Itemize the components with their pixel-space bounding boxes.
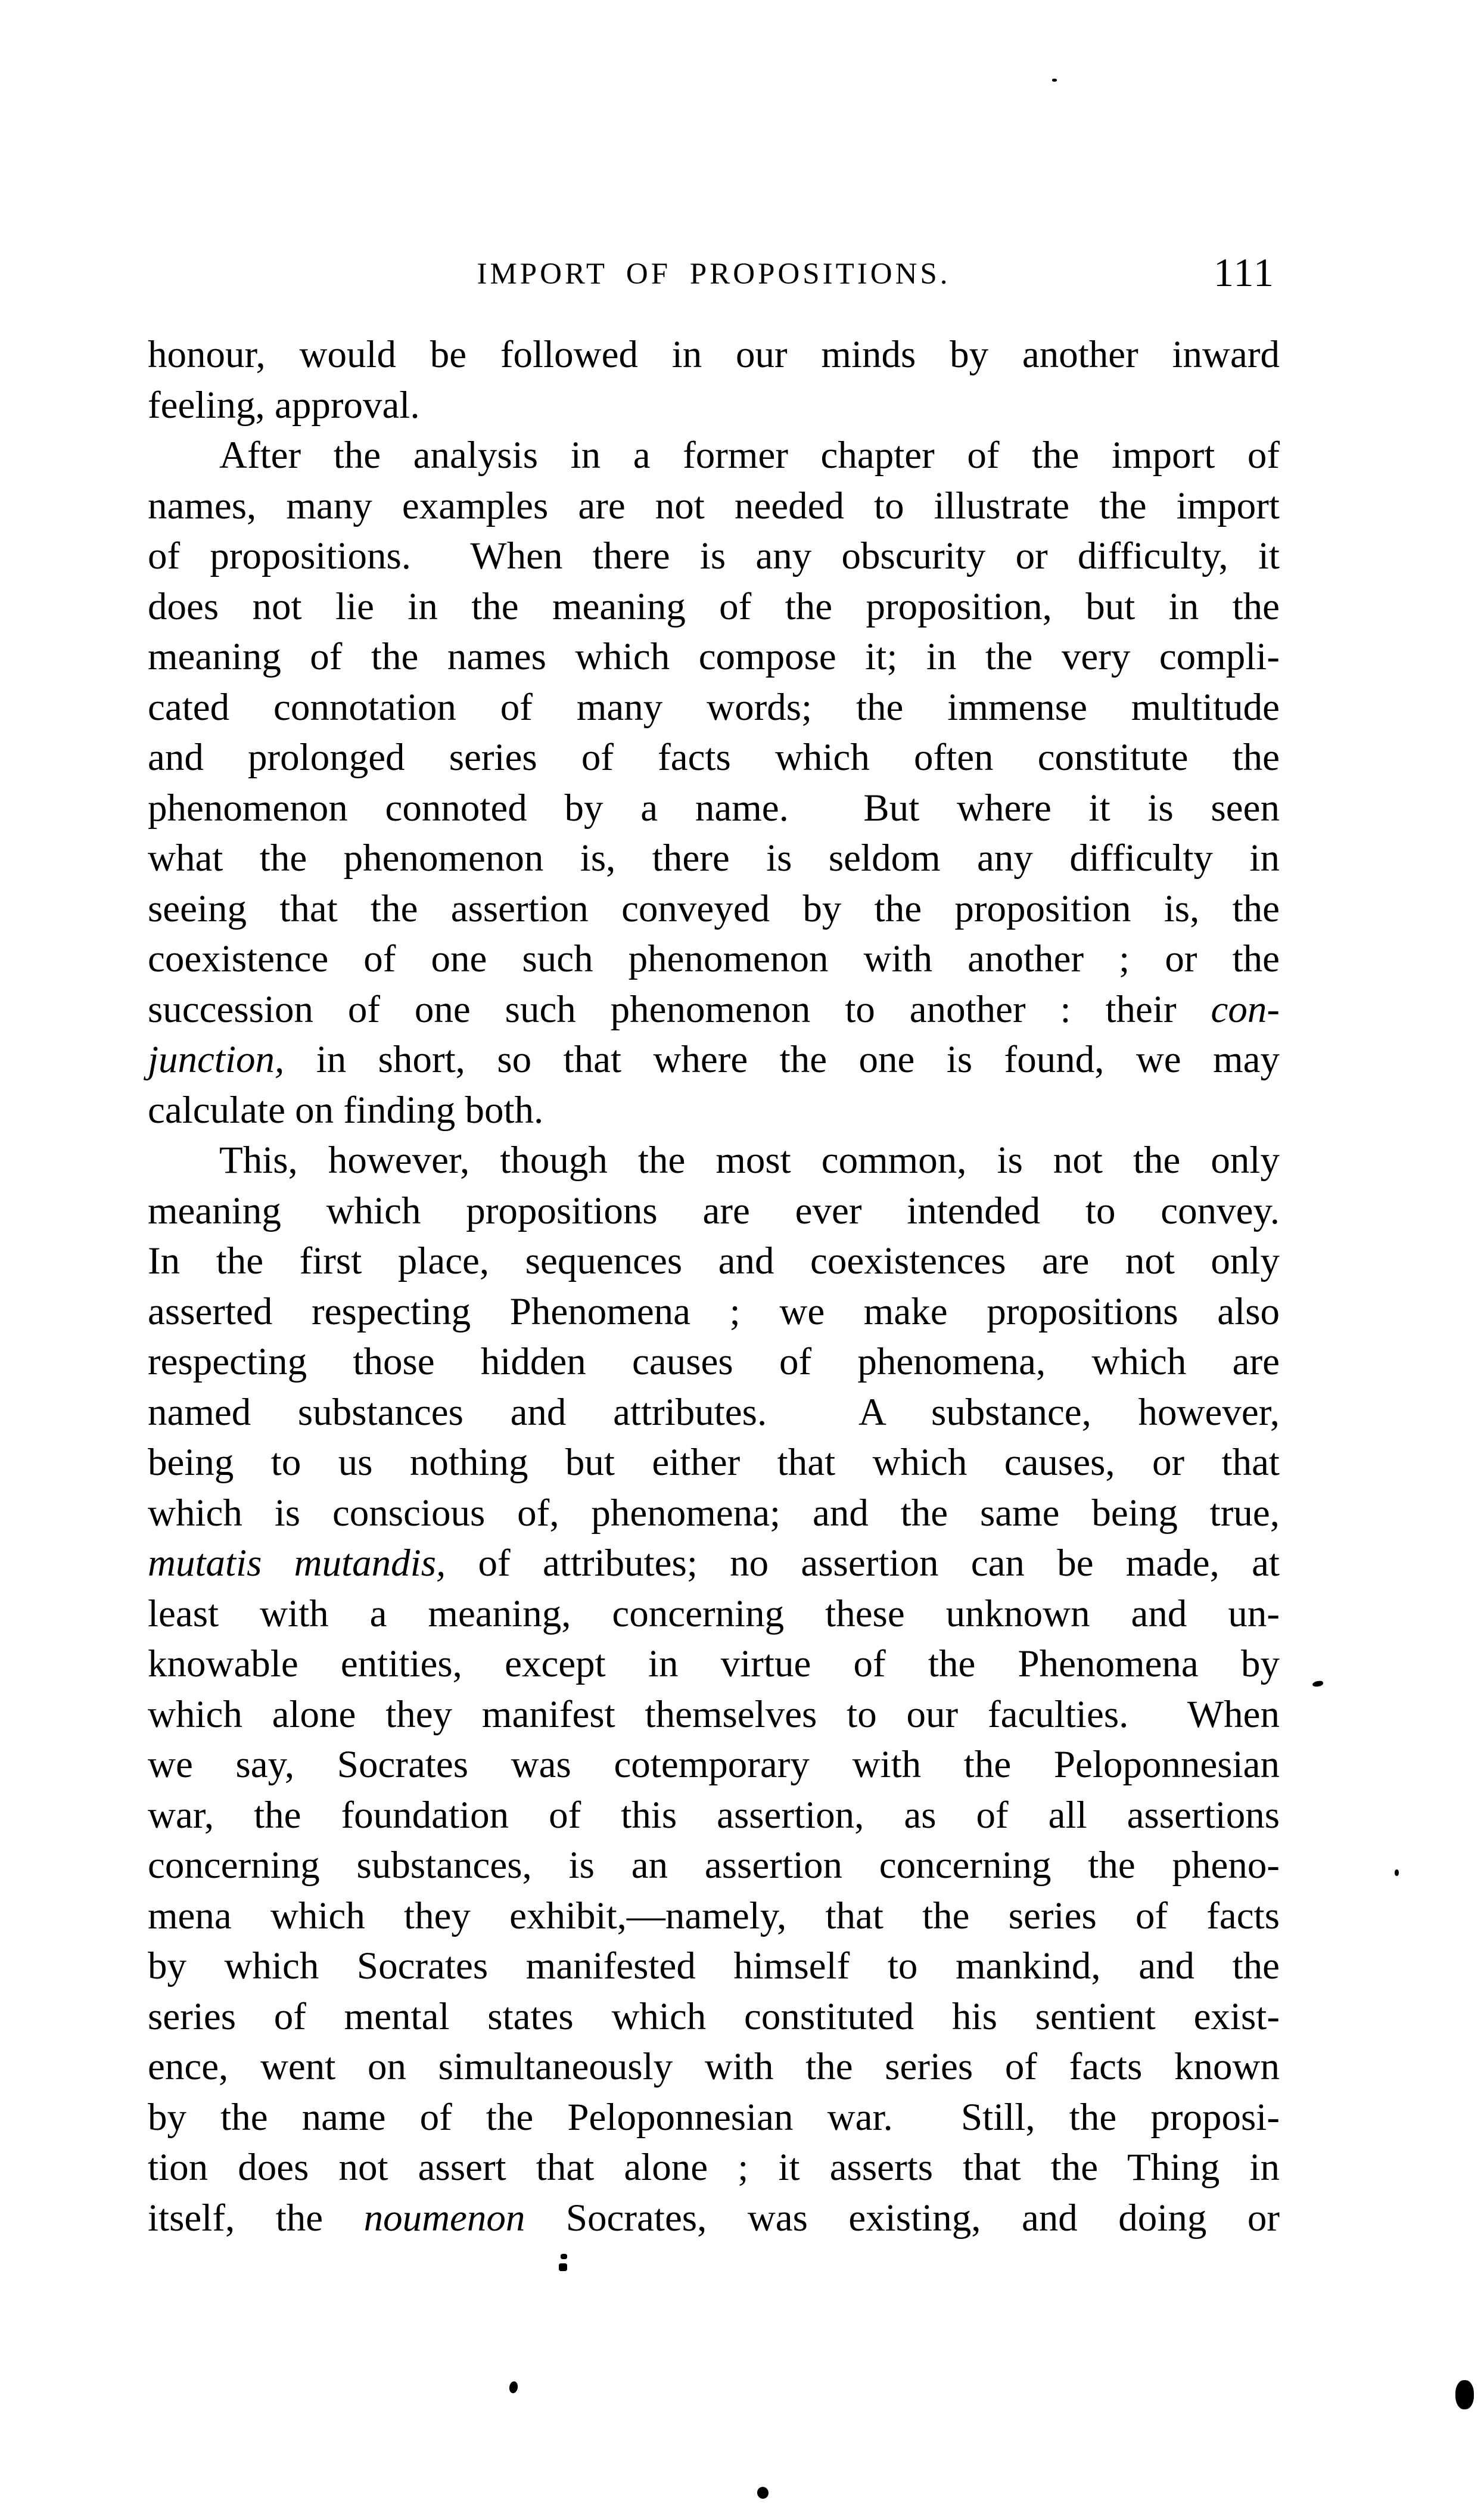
text-segment: which alone they manifest themselves to our faculties. When (148, 1692, 1280, 1736)
text-line-3 (148, 430, 1280, 481)
text-segment: meaning which propositions are ever intended to convey. (148, 1189, 1280, 1232)
ink-mark-dot-bottom-center (756, 2486, 770, 2500)
text-segment: concerning substances, is an assertion concerning the pheno- (148, 1844, 1280, 1887)
text-segment: honour, would be followed in our minds by another inward (148, 333, 1280, 376)
text-line-33 (148, 1941, 1280, 1992)
text-line-6 (148, 582, 1280, 632)
ink-mark-tick-right-margin (1395, 1869, 1399, 1876)
text-segment: of propositions. When there is any obscurity or difficulty, it (148, 535, 1280, 577)
ink-mark-blob-right-edge (1455, 2380, 1474, 2409)
page-number: 111 (1214, 250, 1275, 295)
text-line-38 (148, 2193, 1280, 2244)
italic-segment: noumenon (363, 2196, 525, 2240)
text-line-35 (148, 2042, 1280, 2092)
text-line-26 (148, 1589, 1280, 1639)
text-segment: named substances and attributes. A substance, however, (148, 1390, 1280, 1434)
text-segment: succession of one such phenomenon to another : their (148, 987, 1211, 1031)
text-line-7 (148, 632, 1280, 682)
text-line-27 (148, 1639, 1280, 1689)
text-line-2 (148, 380, 1280, 431)
text-segment: In the first place, sequences and coexistences are not only (148, 1240, 1280, 1282)
text-segment: being to us nothing but either that which causes, or that (148, 1441, 1280, 1484)
text-line-19 (148, 1236, 1280, 1287)
text-line-12 (148, 884, 1280, 934)
text-line-25 (148, 1538, 1280, 1589)
text-segment: knowable entities, except in virtue of the Phenomena by (148, 1642, 1280, 1685)
text-line-4 (148, 481, 1280, 532)
text-line-34 (148, 1992, 1280, 2042)
ink-mark-colon-bottom-dot (559, 2263, 567, 2271)
text-block (148, 330, 1280, 2243)
text-segment: seeing that the assertion conveyed by the proposition is, the (148, 887, 1280, 930)
text-segment: series of mental states which constituted his sentient exist- (148, 1995, 1280, 2038)
text-segment: which is conscious of, phenomena; and the same being true, (148, 1491, 1280, 1535)
text-segment: mena which they exhibit,—namely, that the series of facts (148, 1894, 1280, 1937)
text-segment: feeling, approval. (148, 383, 420, 427)
text-line-8 (148, 682, 1280, 733)
italic-segment: junction, (148, 1038, 285, 1081)
text-line-23 (148, 1437, 1280, 1488)
text-line-24 (148, 1488, 1280, 1539)
text-line-32 (148, 1891, 1280, 1942)
text-segment: phenomenon connoted by a name. But where it is seen (148, 786, 1280, 830)
text-segment: in short, so that where the one is found, we may (284, 1038, 1280, 1081)
text-line-20 (148, 1287, 1280, 1337)
ink-mark-squiggle-right-margin (1312, 1681, 1323, 1687)
text-line-18 (148, 1186, 1280, 1237)
text-segment: This, however, though the most common, is not the only (219, 1139, 1280, 1182)
text-line-1 (148, 330, 1280, 380)
text-line-17 (148, 1135, 1280, 1186)
text-line-29 (148, 1740, 1280, 1790)
text-segment: by the name of the Peloponnesian war. Still, the proposi- (148, 2095, 1280, 2139)
text-line-9 (148, 732, 1280, 783)
text-segment: calculate on finding both. (148, 1088, 544, 1132)
text-segment: names, many examples are not needed to illustrate the import (148, 484, 1280, 527)
text-segment: does not lie in the meaning of the proposition, but in the (148, 585, 1280, 628)
text-line-30 (148, 1790, 1280, 1841)
text-segment: meaning of the names which compose it; in the very compli- (148, 635, 1280, 678)
text-segment: by which Socrates manifested himself to mankind, and the (148, 1945, 1280, 1987)
text-segment: least with a meaning, concerning these unknown and un- (148, 1592, 1280, 1635)
text-line-11 (148, 833, 1280, 884)
text-segment: ence, went on simultaneously with the series of facts known (148, 2045, 1280, 2088)
text-segment: we say, Socrates was cotemporary with the Peloponnesian (148, 1743, 1280, 1786)
text-line-31 (148, 1840, 1280, 1891)
text-segment: itself, the (148, 2196, 364, 2240)
text-line-37 (148, 2142, 1280, 2193)
ink-mark-speck-top-right (1052, 79, 1057, 82)
text-segment: tion does not assert that alone ; it asserts that the Thing in (148, 2146, 1280, 2189)
running-title: IMPORT OF PROPOSITIONS. (477, 257, 951, 291)
text-segment: and prolonged series of facts which often constitute the (148, 736, 1280, 779)
text-line-16 (148, 1085, 1280, 1136)
italic-segment: con- (1211, 987, 1280, 1031)
ink-mark-dot-lower-left (508, 2381, 518, 2394)
text-line-36 (148, 2092, 1280, 2143)
text-line-10 (148, 783, 1280, 834)
text-line-28 (148, 1689, 1280, 1740)
text-segment: After the analysis in a former chapter of the import of (219, 434, 1280, 477)
text-segment: coexistence of one such phenomenon with another ; or the (148, 937, 1280, 980)
text-segment: what the phenomenon is, there is seldom any difficulty in (148, 837, 1280, 880)
text-line-15 (148, 1035, 1280, 1085)
text-segment: of attributes; no assertion can be made, at (446, 1542, 1280, 1585)
text-line-21 (148, 1337, 1280, 1387)
text-line-13 (148, 934, 1280, 984)
ink-mark-colon-top-dot (561, 2254, 567, 2259)
text-segment: war, the foundation of this assertion, as of all assertions (148, 1793, 1280, 1837)
text-segment: asserted respecting Phenomena ; we make propositions also (148, 1290, 1280, 1333)
text-segment: cated connotation of many words; the immense multitude (148, 685, 1280, 729)
text-line-22 (148, 1387, 1280, 1438)
text-line-5 (148, 531, 1280, 582)
text-segment: Socrates, was existing, and doing or (525, 2196, 1280, 2240)
text-segment: respecting those hidden causes of phenomena, which are (148, 1340, 1280, 1383)
italic-segment: mutatis mutandis, (148, 1542, 446, 1585)
text-line-14 (148, 984, 1280, 1035)
